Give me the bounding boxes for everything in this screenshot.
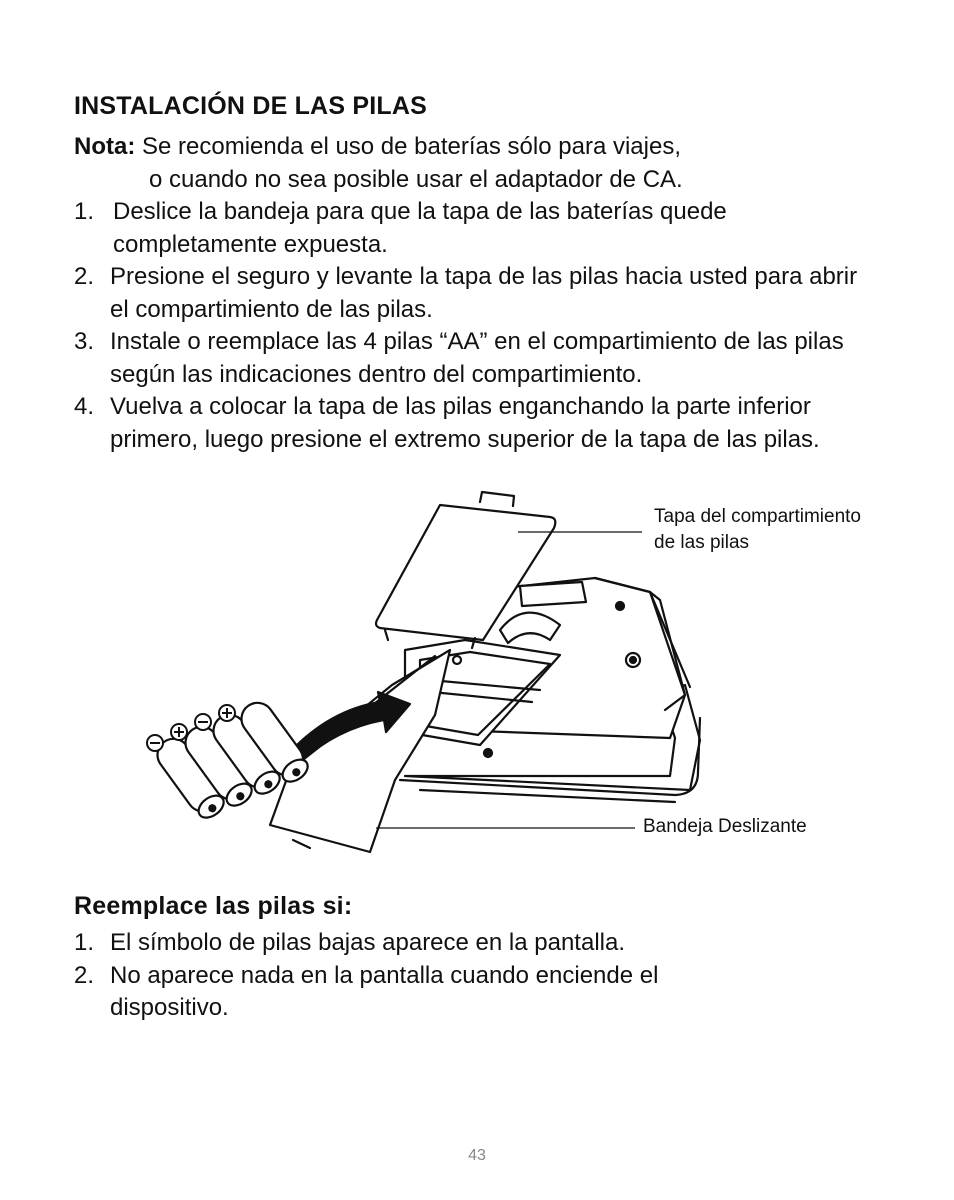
callout-text: de las pilas bbox=[654, 532, 750, 553]
note-line-2: o cuando no sea posible usar el adaptador de CA. bbox=[149, 165, 683, 193]
step-number: 3. bbox=[74, 328, 95, 355]
section-title-replace-batteries: Reemplace las pilas si: bbox=[74, 892, 353, 920]
list-item bbox=[74, 326, 874, 391]
item-text: El símbolo de pilas bajas aparece en la pantalla. bbox=[110, 929, 625, 956]
list-item bbox=[74, 927, 774, 960]
minus-polarity-icon bbox=[147, 735, 163, 751]
note-block bbox=[74, 131, 894, 196]
display-window bbox=[520, 582, 586, 606]
section-title-battery-installation: INSTALACIÓN DE LAS PILAS bbox=[74, 92, 427, 120]
replace-conditions-list bbox=[74, 927, 774, 1025]
step-text: Instale o reemplace las 4 pilas “AA” en el compartimiento de las pilas según las indicaciones dentro del compartimiento. bbox=[110, 328, 844, 388]
step-number: 1. bbox=[74, 198, 95, 225]
list-item bbox=[74, 391, 874, 456]
screw bbox=[616, 602, 624, 610]
note-line-1: Se recomienda el uso de baterías sólo para viajes, bbox=[142, 133, 681, 160]
list-item bbox=[74, 261, 874, 326]
item-number: 1. bbox=[74, 929, 95, 956]
plus-polarity-icon bbox=[171, 724, 187, 740]
item-text: No aparece nada en la pantalla cuando enciende el dispositivo. bbox=[110, 961, 659, 1021]
plus-polarity-icon bbox=[219, 705, 235, 721]
item-number: 2. bbox=[74, 961, 95, 989]
callout-battery-cover bbox=[654, 504, 914, 556]
callout-text: Tapa del compartimiento bbox=[654, 506, 861, 527]
step-number: 2. bbox=[74, 263, 95, 290]
minus-polarity-icon bbox=[195, 714, 211, 730]
note-label: Nota: bbox=[74, 133, 136, 160]
step-number: 4. bbox=[74, 393, 95, 420]
step-text: Presione el seguro y levante la tapa de las pilas hacia usted para abrir el compartimiento de las pilas. bbox=[110, 263, 858, 323]
list-item bbox=[74, 196, 874, 261]
installation-steps-list bbox=[74, 196, 874, 456]
screw bbox=[484, 749, 492, 757]
step-text: Deslice la bandeja para que la tapa de las baterías quede completamente expuesta. bbox=[113, 198, 727, 258]
callout-sliding-tray: Bandeja Deslizante bbox=[643, 816, 807, 837]
step-text: Vuelva a colocar la tapa de las pilas enganchando la parte inferior primero, luego presione el extremo superior de la tapa de las pilas. bbox=[110, 393, 820, 453]
list-item bbox=[74, 960, 774, 1025]
page-number: 43 bbox=[468, 1147, 486, 1164]
